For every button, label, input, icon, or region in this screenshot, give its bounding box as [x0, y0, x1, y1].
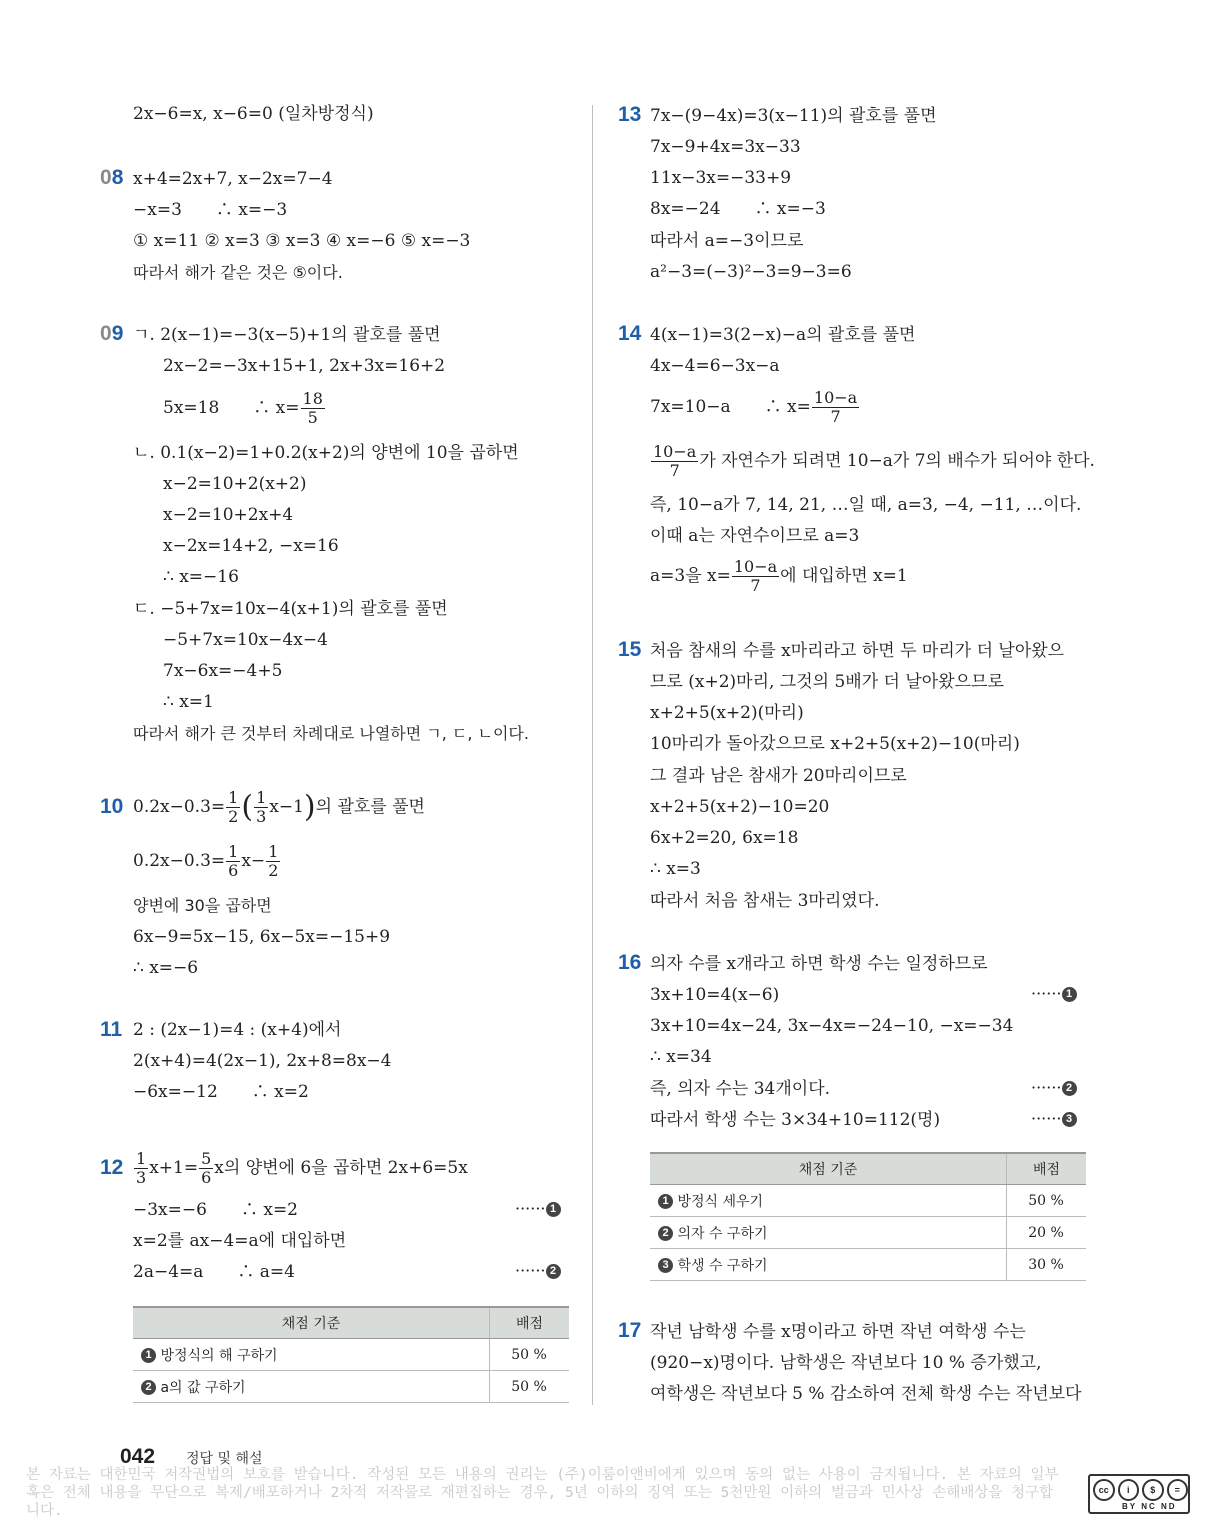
- problem-number-13: 13: [618, 103, 642, 126]
- line: 7x−9+4x=3x−33: [650, 137, 801, 157]
- line: 2x−2=−3x+15+1, 2x+3x=16+2: [163, 356, 446, 376]
- line: x−2x=14+2, −x=16: [163, 536, 339, 556]
- problem-number-16: 16: [618, 951, 642, 974]
- table-header: 채점 기준: [650, 1153, 1007, 1185]
- table-row: 2 의자 수 구하기 20 %: [650, 1217, 1086, 1249]
- line: 따라서 해가 큰 것부터 차례대로 나열하면 ㄱ, ㄷ, ㄴ이다.: [133, 724, 529, 743]
- scoring-table: [650, 1152, 1086, 1281]
- cc-license-text: BY NC ND: [1122, 1502, 1177, 1511]
- line: 즉, 10−a가 7, 14, 21, …일 때, a=3, −4, −11, …이다.: [650, 495, 1082, 515]
- line: 2a−4=a ∴ a=4: [133, 1262, 295, 1282]
- line: 의자 수를 x개라고 하면 학생 수는 일정하므로: [650, 954, 988, 974]
- line: 양변에 30을 곱하면: [133, 896, 272, 915]
- problem-number-09: 09: [100, 322, 124, 345]
- line: 2(x+4)=4(2x−1), 2x+8=8x−4: [133, 1051, 392, 1071]
- line: 0.2x−0.3= $\frac{1}{2}$ ( $\frac{1}{3}$ x−1)의 괄호를 풀면: [133, 788, 425, 826]
- line: a²−3=(−3)²−3=9−3=6: [650, 262, 852, 282]
- nd-icon: =: [1167, 1479, 1189, 1501]
- problem-number-10: 10: [100, 795, 124, 818]
- line: 2x−6=x, x−6=0 (일차방정식): [133, 104, 374, 124]
- line: 6x−9=5x−15, 6x−5x=−15+9: [133, 927, 391, 947]
- line: 따라서 해가 같은 것은 ⑤이다.: [133, 263, 343, 282]
- cc-license-badge: [1088, 1474, 1190, 1514]
- table-header: 채점 기준: [133, 1307, 490, 1339]
- table-row: 2 a의 값 구하기 50 %: [133, 1371, 569, 1403]
- table-header: 배점: [1007, 1153, 1087, 1185]
- scoring-table: [133, 1306, 569, 1403]
- line: 4(x−1)=3(2−x)−a의 괄호를 풀면: [650, 325, 916, 345]
- nc-icon: $: [1142, 1479, 1164, 1501]
- line: 2 : (2x−1)=4 : (x+4)에서: [133, 1020, 342, 1040]
- line: 그 결과 남은 참새가 20마리이므로: [650, 766, 907, 786]
- line: 따라서 처음 참새는 3마리였다.: [650, 891, 880, 911]
- line: 10마리가 돌아갔으므로 x+2+5(x+2)−10(마리): [650, 734, 1020, 754]
- line: 여학생은 작년보다 5 % 감소하여 전체 학생 수는 작년보다: [650, 1384, 1082, 1404]
- line: 8x=−24 ∴ x=−3: [650, 199, 826, 219]
- column-divider: [592, 105, 593, 1405]
- line: ∴ x=34: [650, 1047, 712, 1067]
- line: −x=3 ∴ x=−3: [133, 200, 288, 220]
- line: x+4=2x+7, x−2x=7−4: [133, 169, 333, 189]
- line: ∴ x=3: [650, 859, 701, 879]
- line: 므로 (x+2)마리, 그것의 5배가 더 날아왔으므로: [650, 672, 1004, 692]
- line: 따라서 a=−3이므로: [650, 231, 804, 251]
- problem-number-17: 17: [618, 1319, 642, 1342]
- step-marker: ······ 1: [1031, 984, 1077, 1003]
- line: a=3을 x= $\frac{10-a}{7}$ 에 대입하면 x=1: [650, 557, 908, 595]
- line: ∴ x=1: [163, 692, 214, 712]
- table-row: 1 방정식 세우기 50 %: [650, 1185, 1086, 1217]
- table-header: 배점: [490, 1307, 570, 1339]
- line: x+2+5(x+2)(마리): [650, 703, 804, 723]
- problem-number-08: 08: [100, 166, 124, 189]
- line: ∴ x=−6: [133, 958, 199, 978]
- line: 즉, 의자 수는 34개이다.: [650, 1079, 831, 1099]
- line: 0.2x−0.3= $\frac{1}{6}$ x− $\frac{1}{2}$: [133, 842, 279, 880]
- line: 11x−3x=−33+9: [650, 168, 792, 188]
- problem-number-14: 14: [618, 322, 642, 345]
- line: 3x+10=4x−24, 3x−4x=−24−10, −x=−34: [650, 1016, 1014, 1036]
- line: 작년 남학생 수를 x명이라고 하면 작년 여학생 수는: [650, 1322, 1026, 1342]
- step-marker: ······ 3: [1031, 1109, 1077, 1128]
- line: ① x=11 ② x=3 ③ x=3 ④ x=−6 ⑤ x=−3: [133, 231, 471, 251]
- step-marker: ······ 2: [515, 1261, 561, 1280]
- line: x−2=10+2(x+2): [163, 474, 307, 494]
- line: 이때 a는 자연수이므로 a=3: [650, 526, 860, 546]
- line: −3x=−6 ∴ x=2: [133, 1200, 299, 1220]
- line: $\frac{1}{3}$ x+1= $\frac{5}{6}$ x의 양변에 6을 곱하면 2x+6=5x: [136, 1149, 468, 1187]
- line: 4x−4=6−3x−a: [650, 356, 780, 376]
- line: ∴ x=−16: [163, 567, 239, 587]
- line: 처음 참새의 수를 x마리라고 하면 두 마리가 더 날아왔으: [650, 641, 1065, 661]
- line: x−2=10+2x+4: [163, 505, 294, 525]
- line: −5+7x=10x−4x−4: [163, 630, 328, 650]
- line: 따라서 학생 수는 3×34+10=112(명): [650, 1110, 941, 1130]
- line: 7x−(9−4x)=3(x−11)의 괄호를 풀면: [650, 106, 937, 126]
- cc-icon: cc: [1093, 1479, 1115, 1501]
- step-marker: ······ 2: [1031, 1078, 1077, 1097]
- line: ㄴ. 0.1(x−2)=1+0.2(x+2)의 양변에 10을 곱하면: [133, 443, 519, 463]
- line: 7x=10−a ∴ x= $\frac{10-a}{7}$: [650, 388, 858, 426]
- line: 5x=18 ∴ x= $\frac{18}{5}$: [163, 389, 323, 427]
- table-row: 1 방정식의 해 구하기 50 %: [133, 1339, 569, 1371]
- line: 3x+10=4(x−6): [650, 985, 780, 1005]
- line: x+2+5(x+2)−10=20: [650, 797, 830, 817]
- line: ㄷ. −5+7x=10x−4(x+1)의 괄호를 풀면: [133, 599, 448, 619]
- line: 6x+2=20, 6x=18: [650, 828, 799, 848]
- line: x=2를 ax−4=a에 대입하면: [133, 1231, 347, 1251]
- line: 7x−6x=−4+5: [163, 661, 283, 681]
- line: ㄱ. 2(x−1)=−3(x−5)+1의 괄호를 풀면: [133, 325, 441, 345]
- section-label: 정답 및 해설: [186, 1451, 263, 1467]
- line: (920−x)명이다. 남학생은 작년보다 10 % 증가했고,: [650, 1353, 1042, 1373]
- problem-number-11: 11: [100, 1018, 123, 1041]
- problem-number-12: 12: [100, 1156, 124, 1179]
- page-number: 042: [120, 1445, 156, 1468]
- by-icon: i: [1118, 1479, 1140, 1501]
- line: $\frac{10-a}{7}$ 가 자연수가 되려면 10−a가 7의 배수가 되어야 한다.: [653, 442, 1095, 480]
- problem-number-15: 15: [618, 638, 642, 661]
- table-row: 3 학생 수 구하기 30 %: [650, 1249, 1086, 1281]
- line: −6x=−12 ∴ x=2: [133, 1082, 309, 1102]
- copyright-notice: 본 자료는 대한민국 저작권법의 보호를 받습니다. 작성된 모든 내용의 권리는 (주)이룸이앤비에게 있으며 동의 없는 사용이 금지됩니다. 본 자료의 일부 혹은 전체 내용을 무단으로 복제/배포하거나 2차적 저작물로 재편집하는 경우, 5년 이하의 징역 또는 5천만원 이하의 벌금과 민사상 손해배상을 청구합니다.: [26, 1467, 1059, 1519]
- step-marker: ······ 1: [515, 1199, 561, 1218]
